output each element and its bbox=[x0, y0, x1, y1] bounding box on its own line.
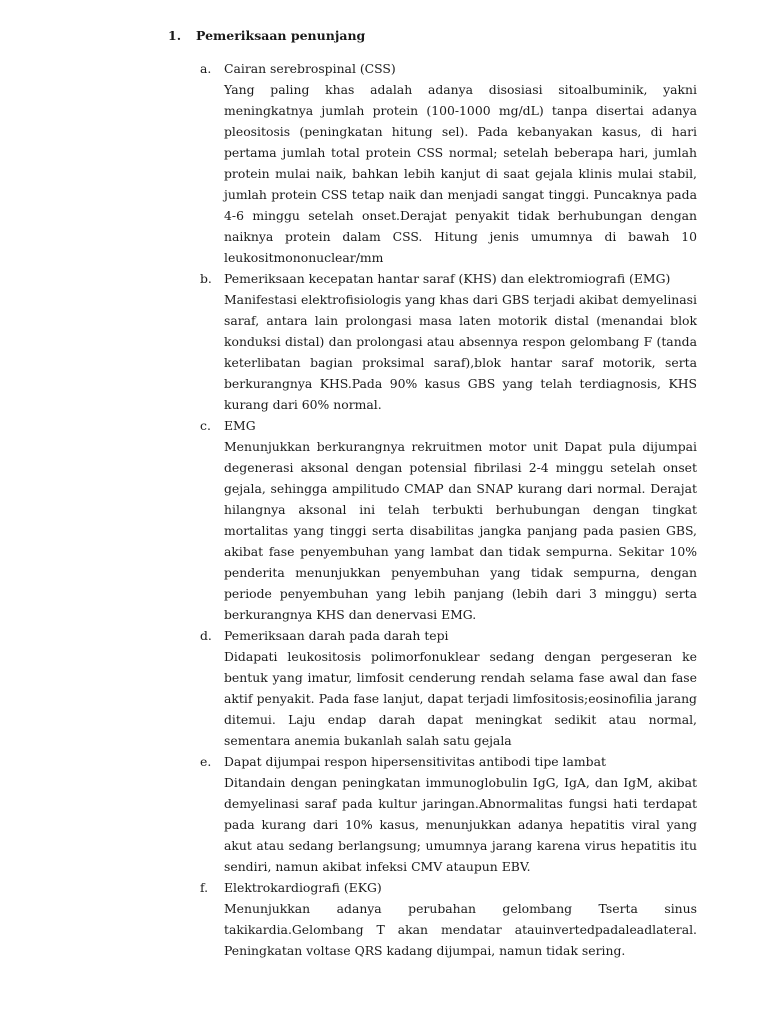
item-title: Dapat dijumpai respon hipersensitivitas antibodi tipe lambat bbox=[224, 754, 606, 769]
item-letter: e. bbox=[200, 754, 212, 769]
list-item-hipersensitivitas bbox=[200, 751, 697, 877]
list-item-css bbox=[200, 58, 697, 268]
item-title: Pemeriksaan kecepatan hantar saraf (KHS) dan elektromiografi (EMG) bbox=[224, 271, 671, 286]
item-body: Yang paling khas adalah adanya disosiasi sitoalbuminik, yakni meningkatnya jumlah protein (100-1000 mg/dL) tanpa disertai adanya pleositosis (peningkatan hitung sel). Pada kebanyakan kasus, di hari pertama jumlah total protein CSS normal; setelah beberapa hari, jumlah protein mulai naik, bahkan lebih kanjut di saat gejala klinis mulai stabil, jumlah protein CSS tetap naik dan menjadi sangat tinggi. Puncaknya pada 4-6 minggu setelah onset.Derajat penyakit tidak berhubungan dengan naiknya protein dalam CSS. Hitung jenis umumnya di bawah 10 leukositmononuclear/mm bbox=[224, 82, 697, 265]
list-item-khs-emg bbox=[200, 268, 697, 415]
item-body: Didapati leukositosis polimorfonuklear sedang dengan pergeseran ke bentuk yang imatur, limfosit cenderung rendah selama fase awal dan fase aktif penyakit. Pada fase lanjut, dapat terjadi limfositosis;eosinofilia jarang ditemui. Laju endap darah dapat meningkat sedikit atau normal, sementara anemia bukanlah salah satu gejala bbox=[224, 649, 697, 748]
list-item-emg bbox=[200, 415, 697, 625]
item-letter: c. bbox=[200, 418, 211, 433]
item-title: Pemeriksaan darah pada darah tepi bbox=[224, 628, 449, 643]
item-letter: b. bbox=[200, 271, 212, 286]
list-item-darah-tepi bbox=[200, 625, 697, 751]
item-letter: d. bbox=[200, 628, 212, 643]
item-body: Ditandain dengan peningkatan immunoglobulin IgG, IgA, dan IgM, akibat demyelinasi saraf pada kultur jaringan.Abnormalitas fungsi hati terdapat pada kurang dari 10% kasus, menunjukkan adanya hepatitis viral yang akut atau sedang berlangsung; umumnya jarang karena virus hepatitis itu sendiri, namun akibat infeksi CMV ataupun EBV. bbox=[224, 775, 697, 874]
item-body: Manifestasi elektrofisiologis yang khas dari GBS terjadi akibat demyelinasi saraf, antara lain prolongasi masa laten motorik distal (menandai blok konduksi distal) dan prolongasi atau absennya respon gelombang F (tanda keterlibatan bagian proksimal saraf),blok hantar saraf motorik, serta berkurangnya KHS.Pada 90% kasus GBS yang telah terdiagnosis, KHS kurang dari 60% normal. bbox=[224, 292, 697, 412]
list-item-ekg bbox=[200, 877, 697, 961]
examination-list bbox=[200, 58, 697, 961]
item-title: EMG bbox=[224, 418, 256, 433]
item-title: Cairan serebrospinal (CSS) bbox=[224, 61, 396, 76]
item-letter: a. bbox=[200, 61, 212, 76]
section-number: 1. bbox=[168, 28, 182, 43]
item-letter: f. bbox=[200, 880, 209, 895]
section-heading bbox=[168, 27, 365, 45]
section-title: Pemeriksaan penunjang bbox=[196, 28, 366, 43]
item-body: Menunjukkan adanya perubahan gelombang Tserta sinus takikardia.Gelombang T akan mendatar atauinvertedpadaleadlateral. Peningkatan voltase QRS kadang dijumpai, namun tidak sering. bbox=[224, 901, 697, 958]
item-title: Elektrokardiografi (EKG) bbox=[224, 880, 382, 895]
item-body: Menunjukkan berkurangnya rekruitmen motor unit Dapat pula dijumpai degenerasi aksonal dengan potensial fibrilasi 2-4 minggu setelah onset gejala, sehingga ampilitudo CMAP dan SNAP kurang dari normal. Derajat hilangnya aksonal ini telah terbukti berhubungan dengan tingkat mortalitas yang tinggi serta disabilitas jangka panjang pada pasien GBS, akibat fase penyembuhan yang lambat dan tidak sempurna. Sekitar 10% penderita menunjukkan penyembuhan yang tidak sempurna, dengan periode penyembuhan yang lebih panjang (lebih dari 3 minggu) serta berkurangnya KHS dan denervasi EMG. bbox=[224, 439, 697, 622]
